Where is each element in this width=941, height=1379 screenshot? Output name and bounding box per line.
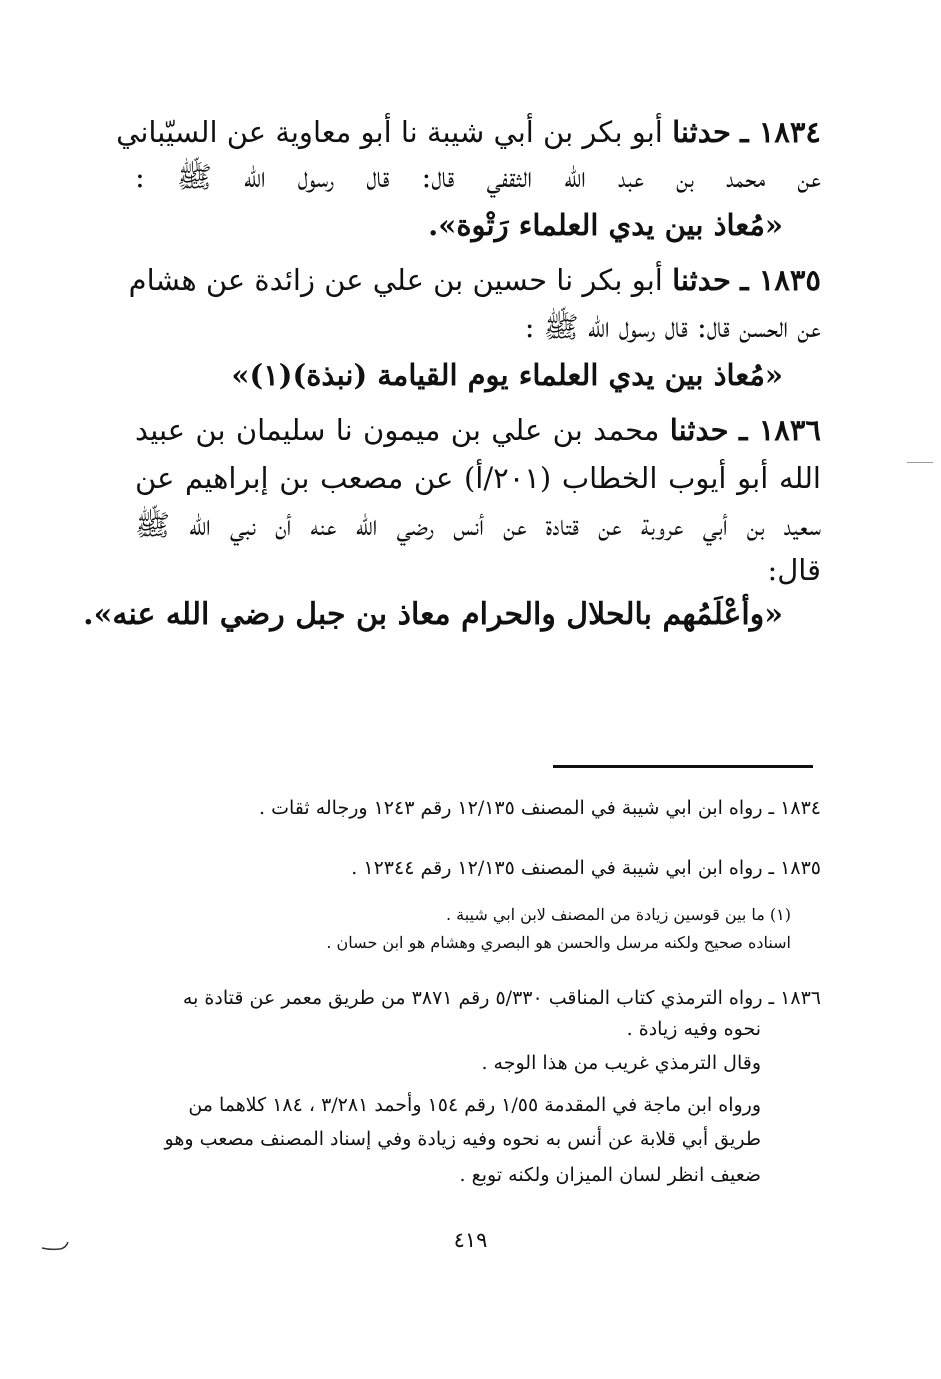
footnote-1836-line-2: نحوه وفيه زيادة . [626,1018,761,1040]
hadith-1836-line-2 [135,458,821,498]
hadith-1836-line-1 [135,410,821,450]
hadith-text: أبو بكر نا حسين بن علي عن زائدة عن هشام [128,263,663,297]
hadith-text: محمد بن علي بن ميمون نا سليمان بن عبيد [135,413,660,447]
footnote-1836-line-5: طريق أبي قلابة عن أنس به نحوه وفيه زيادة وفي إسناد المصنف مصعب وهو [164,1128,761,1150]
hadith-1835-line-1 [128,260,821,300]
footnote-1835: ١٨٣٥ ـ رواه ابن ابي شيبة في المصنف ١٢/١٣٥ رقم ١٢٣٤٤ . [351,857,821,879]
hadith-1836-quote: «وأعْلَمُهم بالحلال والحرام معاذ بن جبل رضي الله عنه». [83,597,783,632]
hadith-number: ١٨٣٥ ـ [740,263,821,297]
footnote-1836-line-1: ١٨٣٦ ـ رواه الترمذي كتاب المناقب ٥/٣٣٠ رقم ٣٨٧١ من طريق معمر عن قتادة به [182,987,821,1009]
scan-mark [907,462,933,463]
hadith-text: عن الحسن قال: قال رسول الله ﷺ : [524,310,821,344]
footnote-note-1: (١) ما بين قوسين زيادة من المصنف لابن ابي شيبة . [445,905,791,924]
footnote-1836-line-4: ورواه ابن ماجة في المقدمة ١/٥٥ رقم ١٥٤ وأحمد ٣/٢٨١ ، ١٨٤ كلاهما من [188,1094,761,1116]
hadith-number: ١٨٣٦ ـ [738,413,821,447]
footnote-1834: ١٨٣٤ ـ رواه ابن ابي شيبة في المصنف ١٢/١٣٥ رقم ١٢٤٣ ورجاله ثقات . [259,797,821,819]
footnote-note-1-cont: اسناده صحيح ولكنه مرسل والحسن هو البصري وهشام هو ابن حسان . [326,933,791,952]
hadith-keyword: حدثنا [672,263,731,297]
footnote-1836-line-6: ضعيف انظر لسان الميزان ولكنه توبع . [459,1164,761,1186]
hadith-1836-line-3 [135,505,821,545]
footnote-separator [553,765,813,768]
hadith-text: أبو بكر بن أبي شيبة نا أبو معاوية عن السيّباني [116,115,663,149]
hadith-1835-quote: «مُعاذ بين يدي العلماء يوم القيامة (نبذة)(١)» [231,358,783,392]
scan-mark [40,1238,70,1252]
page-number: ٤١٩ [453,1228,488,1252]
footnote-1836-line-3: وقال الترمذي غريب من هذا الوجه . [481,1052,761,1074]
hadith-1834-quote: «مُعاذ بين يدي العلماء رَتْوة». [428,208,783,242]
hadith-number: ١٨٣٤ ـ [740,115,821,149]
hadith-1834-line-1 [116,112,821,152]
hadith-1836-line-4 [767,550,821,590]
hadith-text: قال: [767,553,821,587]
hadith-keyword: حدثنا [669,413,729,447]
hadith-1835-line-2 [525,307,821,347]
hadith-keyword: حدثنا [672,115,731,149]
hadith-text: الله أبو أيوب الخطاب (٢٠١/أ) عن مصعب بن إبراهيم عن [135,461,821,495]
hadith-1834-line-2 [135,157,821,197]
hadith-text: سعيد بن أبي عروبة عن قتادة عن أنس رضي الله عنه أن نبي الله ﷺ [135,508,821,542]
hadith-text: عن محمد بن عبد الله الثقفي قال: قال رسول الله ﷺ : [135,160,821,194]
